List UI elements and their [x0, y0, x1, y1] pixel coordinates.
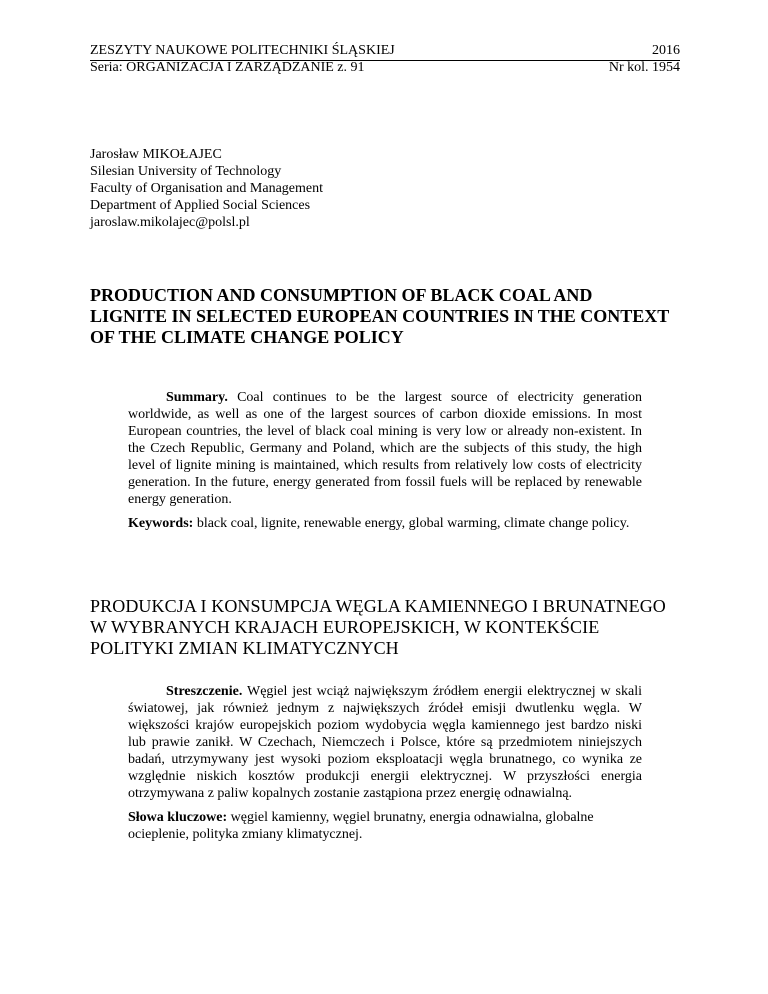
title-pl-line-3: POLITYKI ZMIAN KLIMATYCZNYCH: [90, 638, 399, 658]
abstract-english: [128, 389, 642, 532]
author-department: Department of Applied Social Sciences: [90, 198, 311, 213]
journal-year: 2016: [652, 43, 680, 58]
header-divider: [90, 60, 680, 61]
keywords-english: [128, 515, 642, 532]
title-en-line-3: OF THE CLIMATE CHANGE POLICY: [90, 327, 404, 347]
title-en-line-1: PRODUCTION AND CONSUMPTION OF BLACK COAL AND: [90, 285, 593, 305]
journal-series: Seria: ORGANIZACJA I ZARZĄDZANIE z. 91: [90, 60, 365, 75]
slowa-kluczowe-label: Słowa kluczowe:: [128, 810, 228, 825]
author-name: Jarosław MIKOŁAJEC: [90, 147, 222, 162]
author-faculty: Faculty of Organisation and Management: [90, 181, 324, 196]
author-email: jaroslaw.mikolajec@polsl.pl: [90, 215, 250, 230]
keywords-text: black coal, lignite, renewable energy, global warming, climate change policy.: [193, 516, 630, 531]
summary-english: [128, 389, 642, 508]
author-university: Silesian University of Technology: [90, 164, 282, 179]
title-pl-line-2: W WYBRANYCH KRAJACH EUROPEJSKICH, W KONTEKŚCIE: [90, 617, 600, 637]
author-block: [90, 146, 323, 231]
keywords-polish: [128, 809, 642, 843]
paper-title-english: [90, 285, 690, 348]
running-header: [90, 42, 680, 76]
title-pl-line-1: PRODUKCJA I KONSUMPCJA WĘGLA KAMIENNEGO I BRUNATNEGO: [90, 596, 666, 616]
keywords-label: Keywords:: [128, 516, 194, 531]
summary-polish: [128, 683, 642, 802]
slowa-kluczowe-text: węgiel kamienny, węgiel brunatny, energia odnawialna, globalne ocieplenie, polityka zmiany klimatycznej.: [128, 810, 594, 842]
journal-issue: Nr kol. 1954: [608, 60, 680, 75]
streszczenie-label: Streszczenie.: [166, 684, 243, 699]
streszczenie-text: Węgiel jest wciąż największym źródłem energii elektrycznej w skali światowej, jak również jednym z największych źródeł emisji dwutlenku węgla. W większości krajów europejskich poziom wydobycia węgla kamiennego jest bardzo niski lub prawie zanikł. W Czechach, Niemczech i Polsce, które są przedmiotem niniejszych badań, utrzymywany jest wysoki poziom eksploatacji węgla brunatnego, co wynika ze względnie niskich kosztów produkcji energii elektrycznej. W przyszłości energia otrzymywana z paliw kopalnych zostanie zastąpiona przez energię odnawialną.: [128, 684, 642, 801]
summary-label: Summary.: [166, 390, 228, 405]
summary-text: Coal continues to be the largest source of electricity generation worldwide, as well as one of the largest sources of carbon dioxide emissions. In most European countries, the level of black coal mining is very low or already non-existent. In the Czech Republic, Germany and Poland, which are the subjects of this study, the high level of lignite mining is maintained, which results from relatively low costs of electricity generation. In the future, energy generated from fossil fuels will be replaced by renewable energy generation.: [128, 390, 642, 507]
abstract-polish: [128, 683, 642, 843]
title-en-line-2: LIGNITE IN SELECTED EUROPEAN COUNTRIES IN THE CONTEXT: [90, 306, 670, 326]
journal-name: ZESZYTY NAUKOWE POLITECHNIKI ŚLĄSKIEJ: [90, 43, 395, 58]
paper-title-polish: [90, 596, 690, 659]
